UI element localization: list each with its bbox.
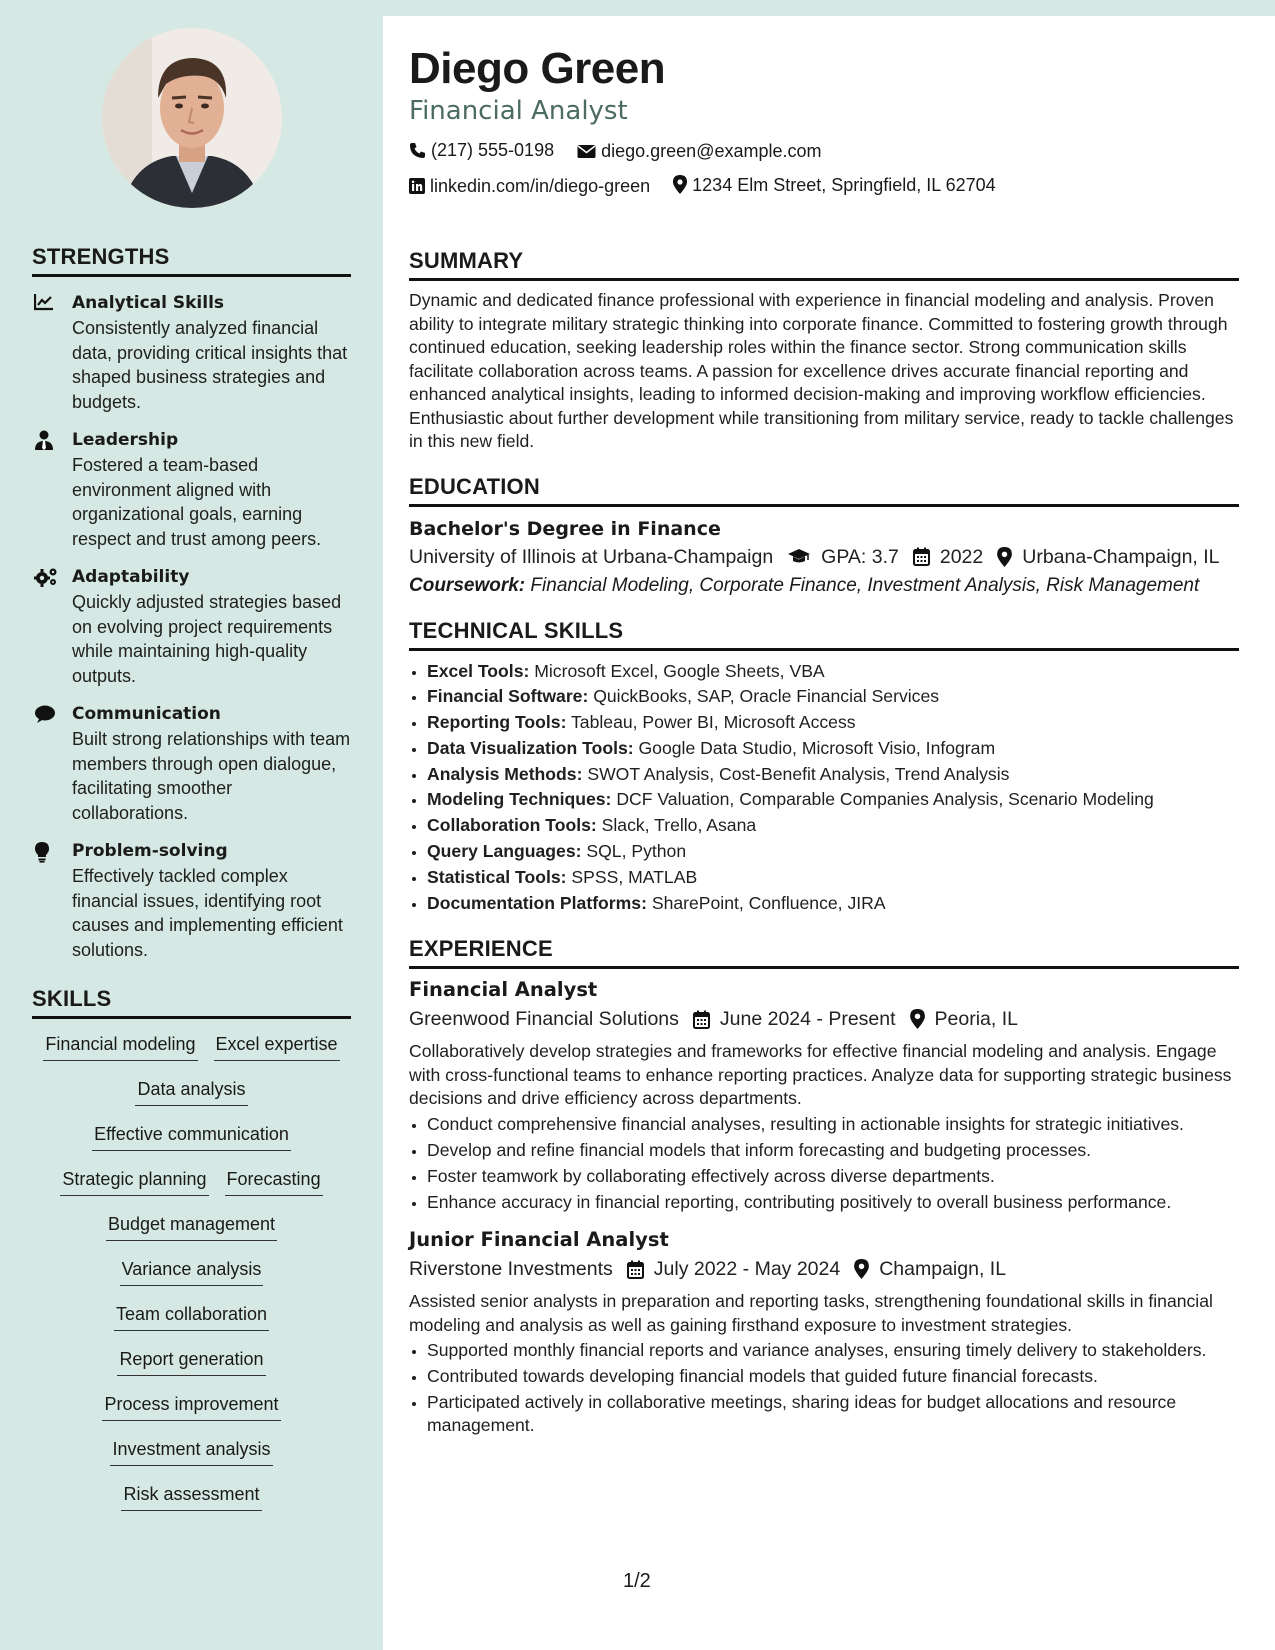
job-description: Assisted senior analysts in preparation and reporting tasks, strengthening foundational skills in financial modeling and analysis as well as gaining firsthand exposure to investment strategies. (409, 1291, 1213, 1335)
summary-text: Dynamic and dedicated finance professional with experience in financial modeling and analysis. Proven ability to integrate military strategic thinking into corporate finance. Committed to fostering growth through continued education, seeking leadership roles within the finance sector. Strong communication skills facilitate collaboration across teams. A passion for excellence drives accurate financial reporting and enhanced analytical insights, leading to informed decision-making and improving workflow efficiencies. Enthusiastic about further development while transitioning from military service, ready to tackle challenges in this new field. (409, 290, 1234, 451)
map-marker-icon (673, 175, 687, 194)
job-company: Greenwood Financial Solutions (409, 1008, 679, 1031)
skill-tag: Variance analysis (120, 1258, 264, 1286)
skill-tag: Strategic planning (60, 1168, 208, 1196)
job-dates: July 2022 - May 2024 (653, 1258, 841, 1281)
candidate-role: Financial Analyst (409, 96, 628, 126)
skill-tag: Budget management (106, 1213, 277, 1241)
comment-icon (34, 702, 60, 825)
strength-desc: Consistently analyzed financial data, providing critical insights that shaped business strategies and budgets. (72, 318, 348, 412)
strength-desc: Built strong relationships with team members through open dialogue, facilitating smoother collaborations. (72, 729, 351, 823)
job-description: Collaboratively develop strategies and frameworks for effective financial modeling and analysis. Engage with cross-functional teams to enhance reporting practices. Analyze data for supporting strategic business decisions and drive efficiency across departments. (409, 1041, 1232, 1109)
list-item: • Documentation Platforms: SharePoint, Confluence, JIRA (427, 891, 1239, 917)
contact-address (673, 169, 996, 201)
job-meta (409, 1004, 1239, 1034)
education-gpa: GPA: 3.7 (821, 545, 899, 568)
list-item: • Conduct comprehensive financial analyses, resulting in actionable insights for strategic initiatives. (427, 1113, 1239, 1137)
job-bullets (409, 1339, 1239, 1438)
map-marker-icon (997, 547, 1012, 567)
strengths-heading: STRENGTHS (32, 244, 351, 277)
list-item: • Supported monthly financial reports and variance analyses, ensuring timely delivery to stakeholders. (427, 1339, 1239, 1363)
email-text: diego.green@example.com (601, 141, 822, 161)
strength-title: Communication (72, 704, 221, 724)
cogs-icon (34, 565, 60, 688)
strength-item (32, 565, 351, 688)
list-item: • Query Languages: SQL, Python (427, 839, 1239, 865)
education-location: Urbana-Champaign, IL (1022, 545, 1220, 568)
list-item: • Enhance accuracy in financial reporting, contributing positively to overall business performance. (427, 1191, 1239, 1215)
skill-tag: Financial modeling (43, 1033, 197, 1061)
education-meta (409, 542, 1239, 572)
page-number: 1/2 (623, 1570, 651, 1592)
strength-title: Problem-solving (72, 841, 228, 861)
map-marker-icon (854, 1259, 869, 1279)
list-item: • Statistical Tools: SPSS, MATLAB (427, 865, 1239, 891)
skill-tag: Investment analysis (110, 1438, 272, 1466)
list-item: • Develop and refine financial models that inform forecasting and budgeting processes. (427, 1139, 1239, 1163)
skill-tag: Effective communication (92, 1123, 291, 1151)
technical-skills-list (409, 659, 1239, 917)
education-degree: Bachelor's Degree in Finance (409, 517, 721, 540)
skill-tag: Team collaboration (114, 1303, 269, 1331)
strength-desc: Fostered a team-based environment aligned with organizational goals, earning respect and trust among peers. (72, 455, 322, 549)
map-marker-icon (910, 1009, 925, 1029)
phone-icon (409, 142, 426, 159)
job-company: Riverstone Investments (409, 1258, 613, 1281)
technical-skills-heading: TECHNICAL SKILLS (409, 618, 1239, 651)
main-content (383, 16, 1275, 1650)
list-item: • Analysis Methods: SWOT Analysis, Cost-Benefit Analysis, Trend Analysis (427, 762, 1239, 788)
strength-title: Adaptability (72, 567, 190, 587)
strength-title: Analytical Skills (72, 293, 225, 313)
contact-linkedin[interactable] (409, 170, 650, 202)
contact-phone[interactable] (409, 134, 554, 166)
skill-tag: Process improvement (102, 1393, 280, 1421)
calendar-icon (693, 1010, 710, 1029)
education-school: University of Illinois at Urbana-Champaign (409, 545, 774, 568)
list-item: • Modeling Techniques: DCF Valuation, Comparable Companies Analysis, Scenario Modeling (427, 787, 1239, 813)
list-item: • Contributed towards developing financial models that guided future financial forecasts. (427, 1365, 1239, 1389)
list-item: • Data Visualization Tools: Google Data Studio, Microsoft Visio, Infogram (427, 736, 1239, 762)
envelope-icon (577, 144, 596, 159)
linkedin-text: linkedin.com/in/diego-green (430, 176, 651, 196)
candidate-name: Diego Green (409, 44, 666, 93)
linkedin-icon (409, 178, 425, 194)
job-dates: June 2024 - Present (719, 1008, 896, 1031)
phone-text: (217) 555-0198 (431, 140, 555, 160)
strength-item (32, 839, 351, 962)
skill-tag: Data analysis (135, 1078, 247, 1106)
list-item: • Reporting Tools: Tableau, Power BI, Microsoft Access (427, 710, 1239, 736)
experience-heading: EXPERIENCE (409, 936, 1239, 969)
strength-desc: Quickly adjusted strategies based on evolving project requirements while maintaining high-quality outputs. (72, 592, 342, 686)
list-item: • Excel Tools: Microsoft Excel, Google Sheets, VBA (427, 659, 1239, 685)
coursework-text: Financial Modeling, Corporate Finance, Investment Analysis, Risk Management (530, 574, 1200, 596)
job-meta (409, 1254, 1239, 1284)
address-text: 1234 Elm Street, Springfield, IL 62704 (692, 174, 996, 195)
coursework-label: Coursework: (409, 574, 526, 596)
job-entry (409, 976, 1239, 1214)
lightbulb-icon (34, 839, 60, 962)
job-location: Peoria, IL (934, 1008, 1018, 1031)
profile-photo (102, 28, 282, 208)
list-item: • Participated actively in collaborative meetings, sharing ideas for budget allocations and resource management. (427, 1391, 1239, 1438)
user-tie-icon (34, 428, 60, 551)
contact-info (409, 134, 1239, 204)
list-item: • Foster teamwork by collaborating effectively across diverse departments. (427, 1165, 1239, 1189)
sidebar (0, 0, 383, 1650)
education-coursework (409, 574, 1239, 598)
skill-tag: Risk assessment (121, 1483, 261, 1511)
job-entry (409, 1226, 1239, 1438)
education-year: 2022 (939, 545, 984, 568)
graduation-cap-icon (787, 548, 811, 565)
job-bullets (409, 1113, 1239, 1214)
education-heading: EDUCATION (409, 474, 1239, 507)
list-item: • Collaboration Tools: Slack, Trello, Asana (427, 813, 1239, 839)
strength-item (32, 291, 351, 414)
job-title: Financial Analyst (409, 978, 598, 1002)
skill-tag: Excel expertise (214, 1033, 340, 1061)
summary-heading: SUMMARY (409, 248, 1239, 281)
list-item: • Financial Software: QuickBooks, SAP, Oracle Financial Services (427, 684, 1239, 710)
strength-desc: Effectively tackled complex financial issues, identifying root causes and implementing efficient solutions. (72, 866, 343, 960)
chart-line-icon (34, 291, 60, 414)
skill-tag: Forecasting (225, 1168, 323, 1196)
job-location: Champaign, IL (879, 1258, 1007, 1281)
contact-email[interactable] (577, 135, 821, 167)
calendar-icon (627, 1260, 644, 1279)
skills-list (32, 1033, 351, 1528)
job-title: Junior Financial Analyst (409, 1228, 669, 1252)
skills-heading: SKILLS (32, 986, 351, 1019)
strength-item (32, 702, 351, 825)
strength-item (32, 428, 351, 551)
calendar-icon (913, 547, 930, 566)
skill-tag: Report generation (117, 1348, 265, 1376)
strength-title: Leadership (72, 430, 179, 450)
